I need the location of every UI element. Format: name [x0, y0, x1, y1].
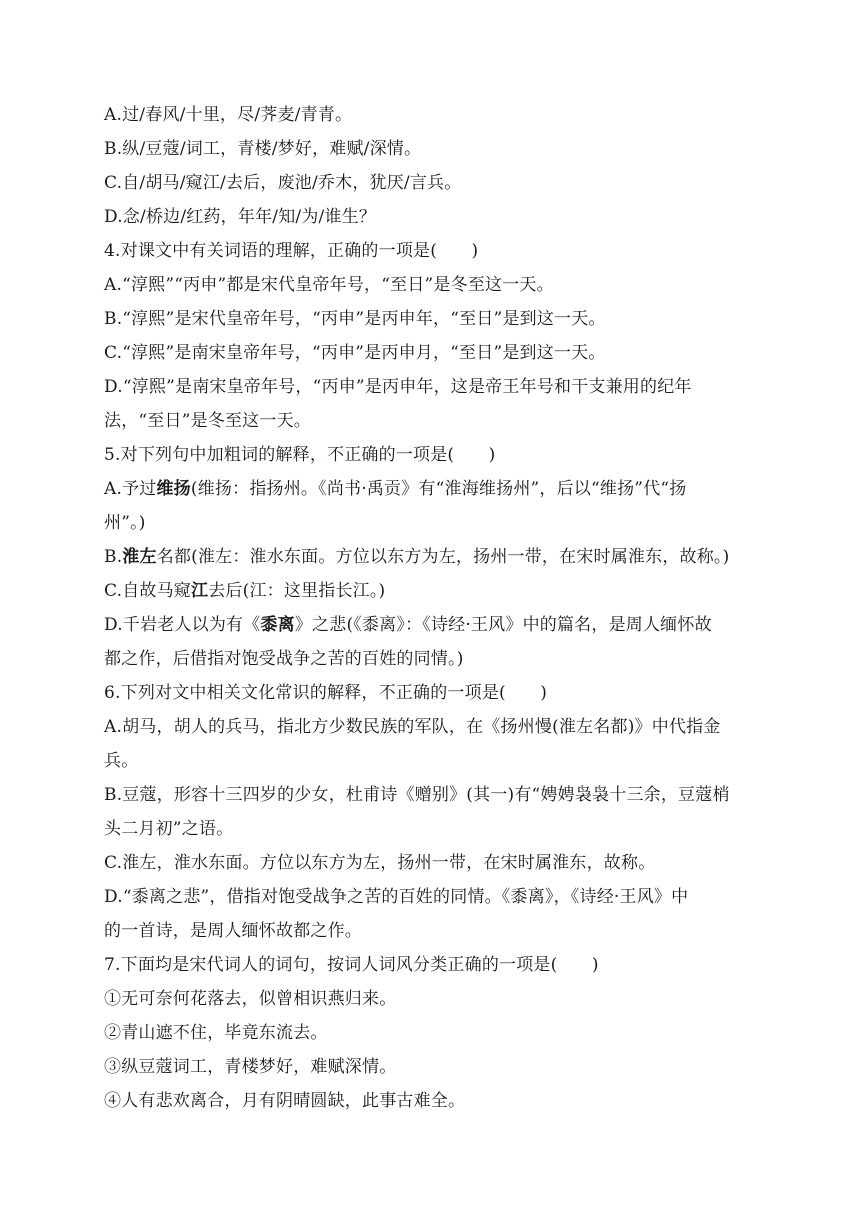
text-line [104, 914, 760, 948]
text-line [104, 336, 760, 370]
text-segment: ②青山遮不住，毕竟东流去。 [104, 1023, 328, 1043]
text-line [104, 880, 760, 914]
text-line [104, 676, 760, 710]
text-line [104, 166, 760, 200]
text-segment: 去后(江：这里指长江。) [208, 581, 386, 601]
text-line [104, 98, 760, 132]
text-line [104, 200, 760, 234]
text-line [104, 778, 760, 812]
text-segment: ③纵豆蔻词工，青楼梦好，难赋深情。 [104, 1057, 397, 1077]
text-line [104, 1050, 760, 1084]
text-segment: 4.对课文中有关词语的理解，正确的一项是( ) [104, 241, 479, 261]
document-body [104, 98, 760, 1118]
text-segment: D.“淳熙”是南宋皇帝年号，“丙申”是丙申年，这是帝王年号和干支兼用的纪年 [104, 377, 692, 397]
text-line [104, 982, 760, 1016]
text-segment: 州”。) [104, 513, 146, 533]
text-line [104, 302, 760, 336]
text-line [104, 370, 760, 404]
text-line [104, 404, 760, 438]
text-line [104, 472, 760, 506]
text-segment: 兵。 [104, 751, 139, 771]
text-line [104, 608, 760, 642]
text-segment: C.自故马窥 [104, 581, 192, 601]
text-segment: ①无可奈何花落去，似曾相识燕归来。 [104, 989, 397, 1009]
text-line [104, 642, 760, 676]
text-line [104, 268, 760, 302]
text-segment: D.千岩老人以为有《 [104, 615, 261, 635]
text-segment: C.自/胡马/窥江/去后，废池/乔木，犹厌/言兵。 [104, 173, 462, 193]
text-segment: B.“淳熙”是宋代皇帝年号，“丙申”是丙申年，“至日”是到这一天。 [104, 309, 606, 329]
text-line [104, 1016, 760, 1050]
text-segment: 法，“至日”是冬至这一天。 [104, 411, 311, 431]
text-line [104, 132, 760, 166]
text-line [104, 540, 760, 574]
text-segment: 头二月初”之语。 [104, 819, 234, 839]
text-segment: 6.下列对文中相关文化常识的解释，不正确的一项是( ) [104, 683, 548, 703]
text-line [104, 438, 760, 472]
text-segment: A.予过 [104, 479, 157, 499]
text-line [104, 506, 760, 540]
text-line [104, 846, 760, 880]
text-segment: 名都(淮左：淮水东面。方位以东方为左，扬州一带，在宋时属淮东，故称。) [156, 547, 730, 567]
text-segment: A.过/春风/十里，尽/荠麦/青青。 [104, 105, 353, 125]
text-line [104, 1084, 760, 1118]
text-segment: D.“黍离之悲”，借指对饱受战争之苦的百姓的同情。《黍离》，《诗经·王风》中 [104, 887, 689, 907]
bold-term: 黍离 [260, 615, 295, 635]
text-segment: 的一首诗，是周人缅怀故都之作。 [104, 921, 362, 941]
text-line [104, 710, 760, 744]
text-line [104, 948, 760, 982]
text-segment: A.胡马，胡人的兵马，指北方少数民族的军队，在《扬州慢(淮左名都)》中代指金 [104, 717, 721, 737]
text-segment: 5.对下列句中加粗词的解释，不正确的一项是( ) [104, 445, 496, 465]
text-segment: D.念/桥边/红药，年年/知/为/谁生？ [104, 207, 377, 227]
text-segment: A.“淳熙”“丙申”都是宋代皇帝年号，“至日”是冬至这一天。 [104, 275, 554, 295]
bold-term: 维扬 [156, 479, 191, 499]
bold-term: 江 [191, 581, 209, 601]
text-segment: 7.下面均是宋代词人的词句，按词人词风分类正确的一项是( ) [104, 955, 599, 975]
text-segment: B. [104, 547, 123, 567]
text-segment: ④人有悲欢离合，月有阴晴圆缺，此事古难全。 [104, 1091, 466, 1111]
bold-term: 淮左 [122, 547, 157, 567]
text-segment: C.淮左，淮水东面。方位以东方为左，扬州一带，在宋时属淮东，故称。 [104, 853, 656, 873]
text-segment: 》之悲(《黍离》：《诗经·王风》中的篇名，是周人缅怀故 [294, 615, 712, 635]
text-segment: B.纵/豆蔻/词工，青楼/梦好，难赋/深情。 [104, 139, 422, 159]
text-segment: (维扬：指扬州。《尚书·禹贡》有“淮海维扬州”，后以“维扬”代“扬 [190, 479, 687, 499]
text-segment: B.豆蔻，形容十三四岁的少女，杜甫诗《赠别》(其一)有“娉娉袅袅十三余，豆蔻梢 [104, 785, 730, 805]
text-line [104, 744, 760, 778]
text-segment: 都之作，后借指对饱受战争之苦的百姓的同情。) [104, 649, 464, 669]
text-line [104, 812, 760, 846]
text-line [104, 234, 760, 268]
text-segment: C.“淳熙”是南宋皇帝年号，“丙申”是丙申月，“至日”是到这一天。 [104, 343, 606, 363]
text-line [104, 574, 760, 608]
